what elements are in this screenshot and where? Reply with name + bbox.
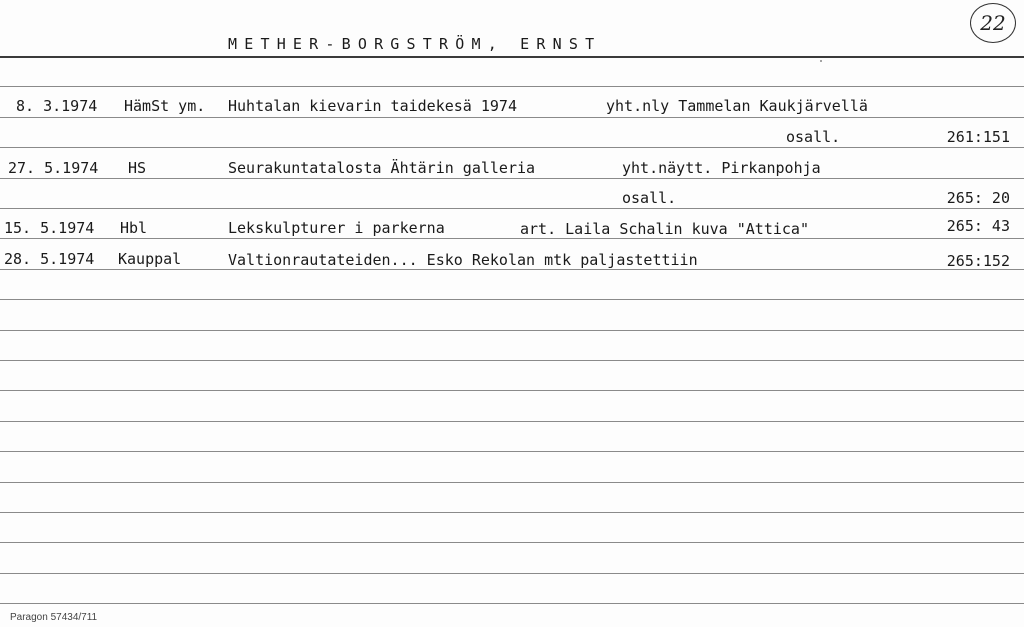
entry-note: yht.nly Tammelan Kaukjärvellä [606,97,868,115]
ruled-line [0,208,1024,209]
entry-title: Huhtalan kievarin taidekesä 1974 [228,97,517,115]
header-rule [0,56,1024,58]
entry-ref: 265: 20 [946,189,1010,207]
entry-source: Kauppal [118,250,182,268]
entry-source: HS [128,159,147,177]
entry-title: Seurakuntatalosta Ähtärin galleria [228,159,536,177]
entry-date: 28. 5.1974 [4,250,95,268]
entry-ref: 265: 43 [946,217,1010,235]
card-footer-printer-mark: Paragon 57434/711 [10,612,98,623]
ruled-line [0,421,1024,422]
ruled-line [0,330,1024,331]
entry-source: HämSt ym. [124,97,206,115]
entry-note-continued: osall. [622,189,677,207]
ruled-line [0,360,1024,361]
ruled-line [0,117,1024,118]
ruled-line [0,542,1024,543]
entry-title: Lekskulpturer i parkerna [228,219,445,237]
entry-ref: 265:152 [946,252,1010,270]
ruled-line [0,178,1024,179]
ruled-line [0,512,1024,513]
entry-date: 8. 3.1974 [16,97,98,115]
entry-note: art. Laila Schalin kuva "Attica" [520,220,809,238]
ruled-line [0,482,1024,483]
card-header-name: METHER-BORGSTRÖM, ERNST [228,35,602,53]
entry-date: 15. 5.1974 [4,219,95,237]
ruled-line [0,299,1024,300]
entry-ref: 261:151 [946,128,1010,146]
ruled-line [0,451,1024,452]
entry-source: Hbl [120,219,148,237]
paper-speck [820,60,822,62]
entry-title: Valtionrautateiden... Esko Rekolan mtk paljastettiin [228,251,698,269]
ruled-line [0,390,1024,391]
card-number-circle: 22 [970,3,1016,43]
ruled-line [0,603,1024,604]
entry-date: 27. 5.1974 [8,159,99,177]
ruled-line [0,573,1024,574]
entry-note: yht.näytt. Pirkanpohja [622,159,821,177]
entry-note-continued: osall. [786,128,841,146]
ruled-line [0,86,1024,87]
ruled-line [0,238,1024,239]
ruled-line [0,147,1024,148]
ruled-line [0,269,1024,270]
